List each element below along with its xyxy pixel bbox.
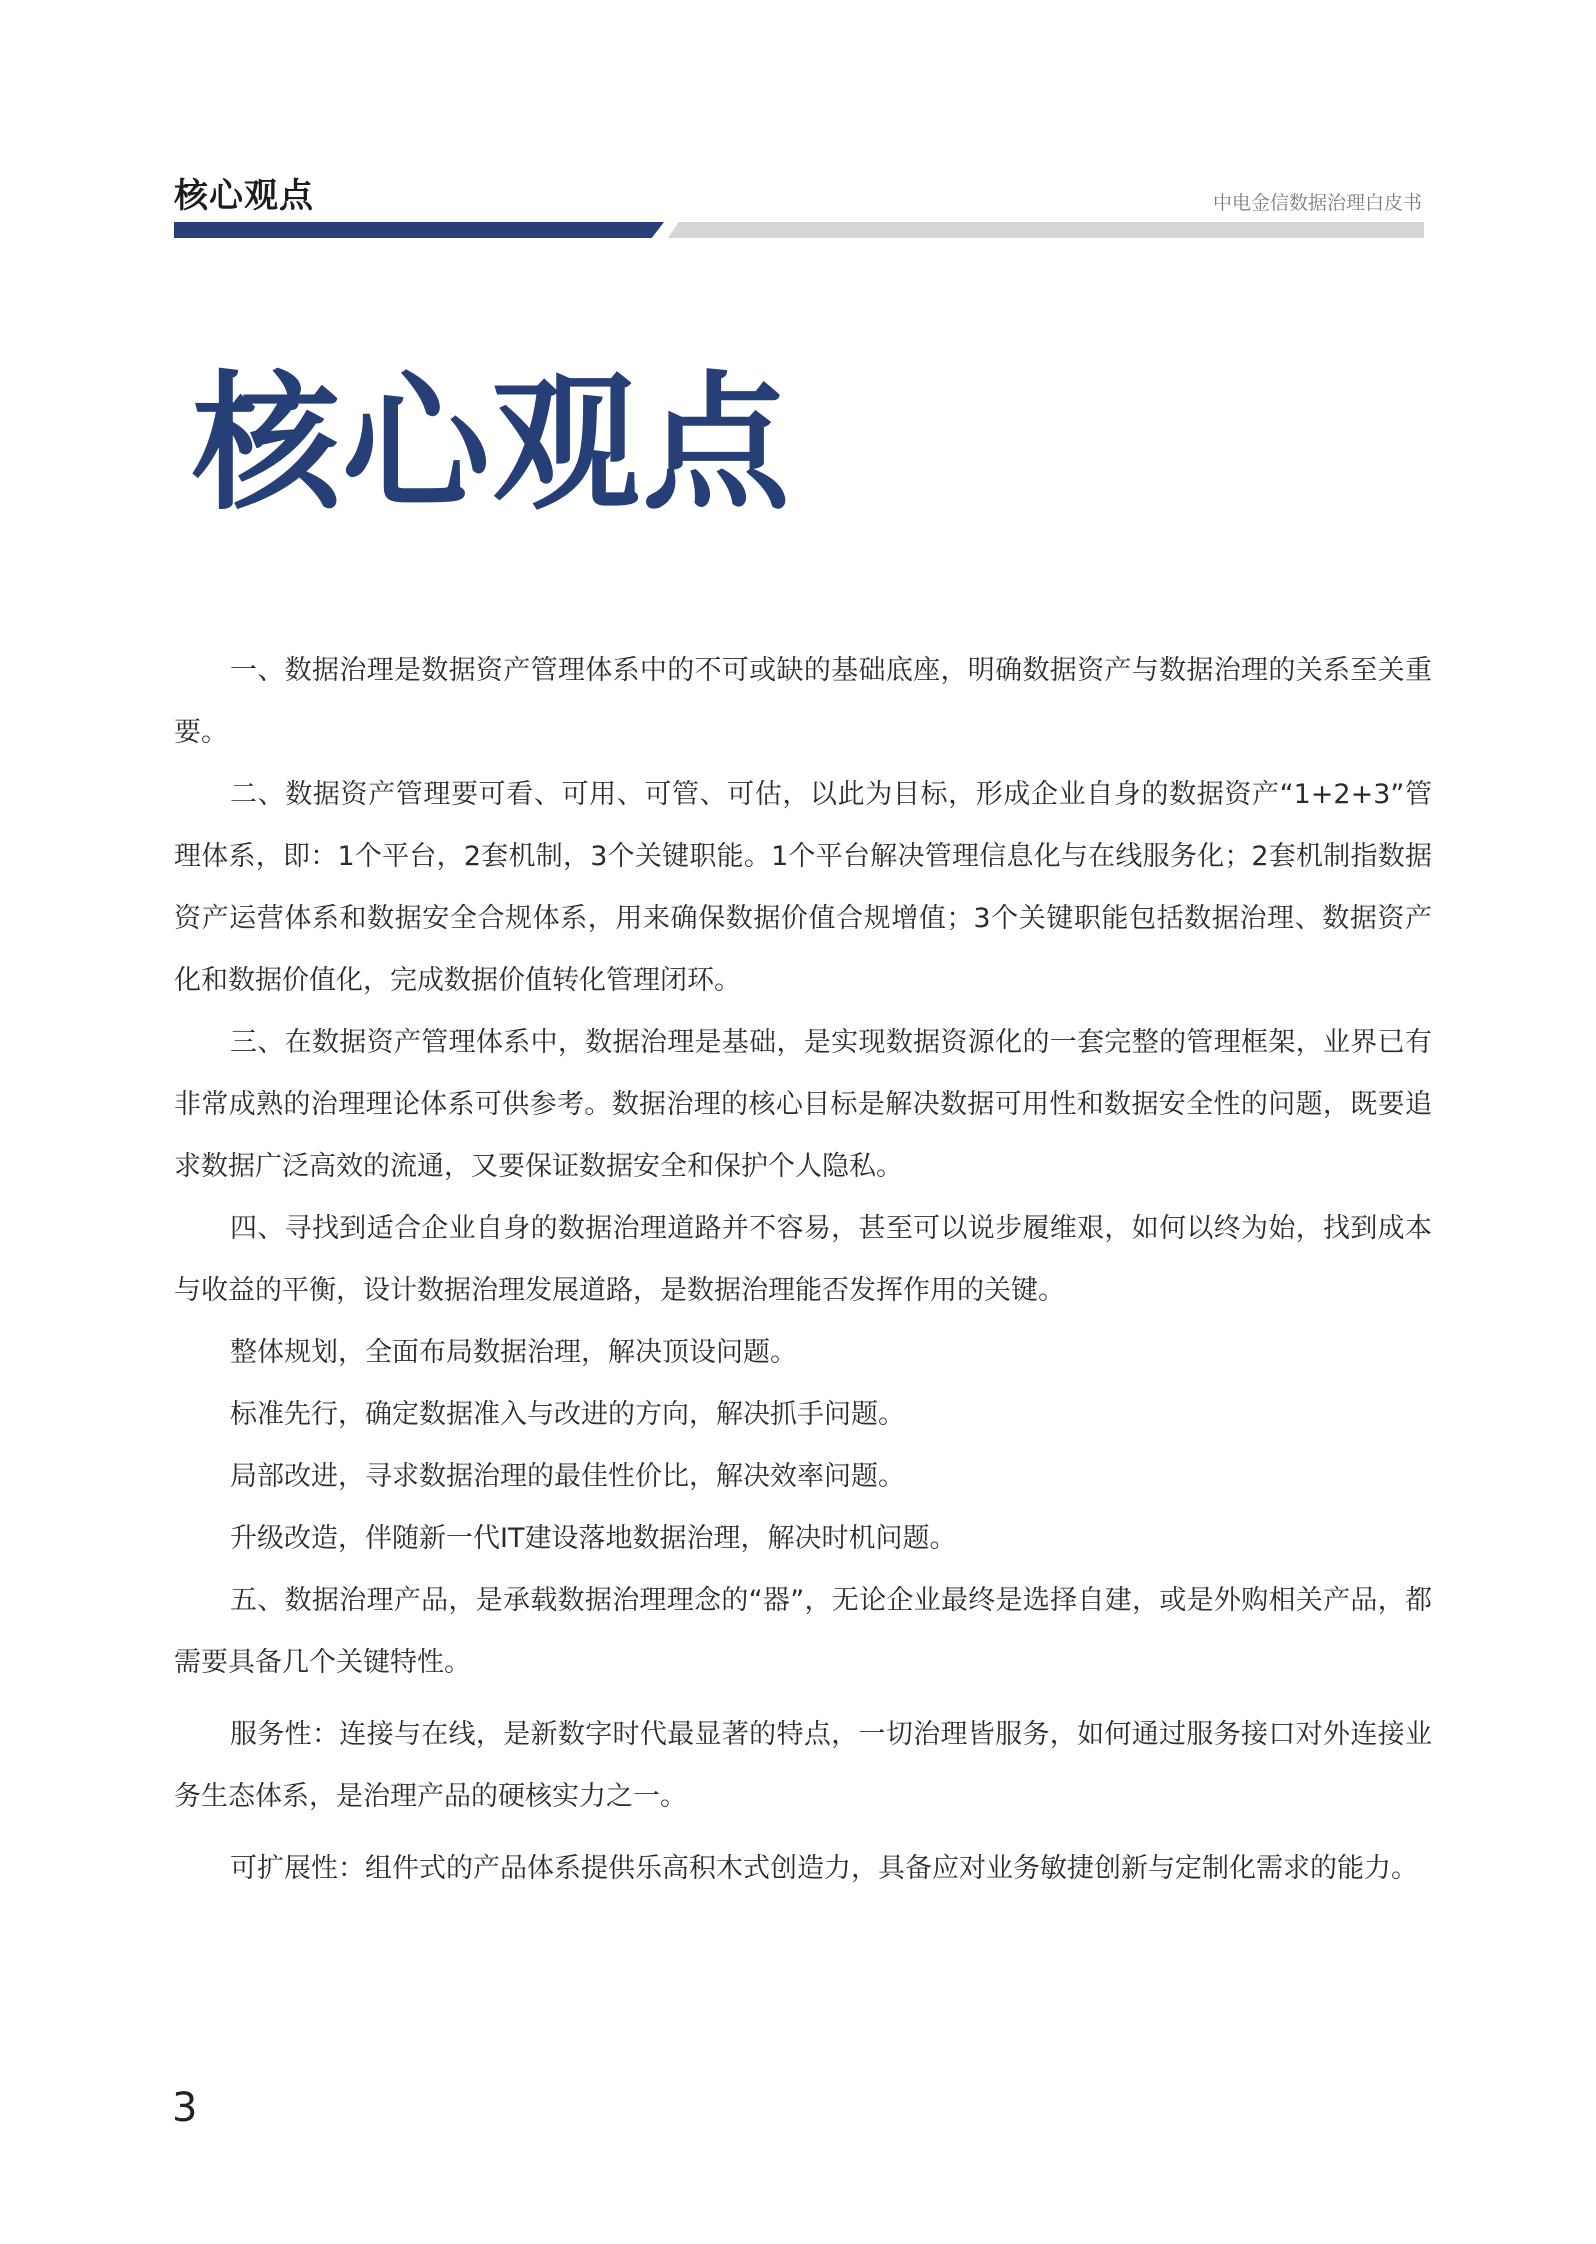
- paragraph-3: 三、在数据资产管理体系中，数据治理是基础，是实现数据资源化的一套完整的管理框架，业界已有非常成熟的治理理论体系可供参考。数据治理的核心目标是解决数据可用性和数据安全性的问题，既要追求数据广泛高效的流通，又要保证数据安全和保护个人隐私。: [174, 1027, 1432, 1182]
- list-item-planning: 整体规划，全面布局数据治理，解决顶设问题。: [230, 1337, 797, 1368]
- page-number: 3: [172, 2085, 198, 2131]
- paragraph-5: 五、数据治理产品，是承载数据治理理念的“器”，无论企业最终是选择自建，或是外购相关产品，都需要具备几个关键特性。: [174, 1585, 1432, 1678]
- list-item-upgrade: 升级改造，伴随新一代IT建设落地数据治理，解决时机问题。: [230, 1523, 957, 1554]
- document-title: 中电金信数据治理白皮书: [1212, 192, 1422, 214]
- header-bar-blue-segment: [174, 222, 664, 238]
- paragraph-4: 四、寻找到适合企业自身的数据治理道路并不容易，甚至可以说步履维艰，如何以终为始，找到成本与收益的平衡，设计数据治理发展道路，是数据治理能否发挥作用的关键。: [174, 1213, 1432, 1306]
- body-text: [174, 640, 1432, 1900]
- paragraph-1: 一、数据治理是数据资产管理体系中的不可或缺的基础底座，明确数据资产与数据治理的关系至关重要。: [174, 655, 1432, 748]
- header-title: 核心观点: [174, 176, 314, 216]
- header-divider-bar: [174, 222, 1424, 238]
- header-bar-gray-segment: [668, 222, 1424, 238]
- page-heading: 核心观点: [192, 358, 792, 530]
- paragraph-extensibility: 可扩展性：组件式的产品体系提供乐高积木式创造力，具备应对业务敏捷创新与定制化需求的能力。: [230, 1853, 1418, 1884]
- list-item-improvement: 局部改进，寻求数据治理的最佳性价比，解决效率问题。: [230, 1461, 905, 1492]
- list-item-standards: 标准先行，确定数据准入与改进的方向，解决抓手问题。: [230, 1399, 905, 1430]
- paragraph-service: 服务性：连接与在线，是新数字时代最显著的特点，一切治理皆服务，如何通过服务接口对外连接业务生态体系，是治理产品的硬核实力之一。: [174, 1719, 1432, 1812]
- paragraph-2: 二、数据资产管理要可看、可用、可管、可估，以此为目标，形成企业自身的数据资产“1+2+3”管理体系，即：1个平台，2套机制，3个关键职能。1个平台解决管理信息化与在线服务化；2套机制指数据资产运营体系和数据安全合规体系，用来确保数据价值合规增值；3个关键职能包括数据治理、数据资产化和数据价值化，完成数据价值转化管理闭环。: [174, 779, 1432, 996]
